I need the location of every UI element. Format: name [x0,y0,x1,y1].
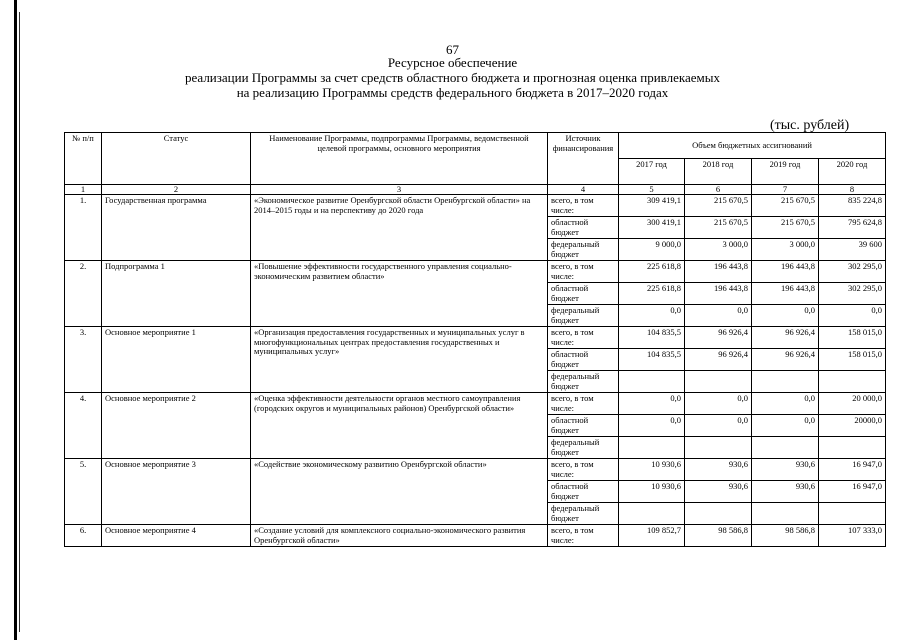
row-name: «Содействие экономическому развитию Оренбургской области» [251,459,548,525]
row-value: 196 443,8 [685,283,752,305]
column-number: 5 [619,185,685,195]
column-number: 2 [102,185,251,195]
row-value [619,371,685,393]
row-name: «Повышение эффективности государственного управления социально-экономическим развитием области» [251,261,548,327]
row-value: 0,0 [752,393,819,415]
row-value: 107 333,0 [819,525,886,547]
row-value: 300 419,1 [619,217,685,239]
units-label: (тыс. рублей) [770,118,850,133]
row-value [685,503,752,525]
row-value: 196 443,8 [752,261,819,283]
budget-table [64,132,886,547]
row-source: федеральный бюджет [548,239,619,261]
row-source: всего, в том числе: [548,393,619,415]
row-status: Подпрограмма 1 [102,261,251,327]
column-number: 8 [819,185,886,195]
row-status: Основное мероприятие 3 [102,459,251,525]
row-source: всего, в том числе: [548,261,619,283]
table-row [65,459,886,481]
header-year: 2020 год [819,159,886,185]
table-row [65,261,886,283]
title-line-2: реализации Программы за счет средств областного бюджета и прогнозная оценка привлекаемых [185,70,720,85]
row-value: 96 926,4 [752,327,819,349]
document-title [0,55,905,100]
row-source: всего, в том числе: [548,525,619,547]
row-value: 0,0 [619,415,685,437]
row-source: федеральный бюджет [548,503,619,525]
row-value: 96 926,4 [685,327,752,349]
row-value [819,437,886,459]
row-value: 10 930,6 [619,481,685,503]
row-source: всего, в том числе: [548,195,619,217]
row-source: федеральный бюджет [548,371,619,393]
row-value: 302 295,0 [819,261,886,283]
row-value [619,503,685,525]
column-number: 6 [685,185,752,195]
row-value: 96 926,4 [685,349,752,371]
row-number: 6. [65,525,102,547]
row-value: 20 000,0 [819,393,886,415]
header-source: Источник финансирования [548,133,619,185]
row-value: 104 835,5 [619,327,685,349]
row-source: областной бюджет [548,217,619,239]
row-value: 96 926,4 [752,349,819,371]
row-name: «Создание условий для комплексного социально-экономического развития Оренбургской области» [251,525,548,547]
row-value: 930,6 [685,459,752,481]
row-value [685,371,752,393]
column-number: 3 [251,185,548,195]
row-value: 930,6 [685,481,752,503]
row-number: 4. [65,393,102,459]
row-source: областной бюджет [548,349,619,371]
row-value: 10 930,6 [619,459,685,481]
row-value: 20000,0 [819,415,886,437]
row-value: 3 000,0 [752,239,819,261]
column-number: 4 [548,185,619,195]
row-source: всего, в том числе: [548,327,619,349]
row-value: 196 443,8 [685,261,752,283]
row-source: областной бюджет [548,481,619,503]
table-body [65,195,886,547]
row-value: 158 015,0 [819,349,886,371]
row-status: Основное мероприятие 1 [102,327,251,393]
row-value: 0,0 [752,415,819,437]
row-number: 5. [65,459,102,525]
row-value: 0,0 [819,305,886,327]
row-value: 215 670,5 [685,195,752,217]
row-value: 930,6 [752,459,819,481]
row-value: 835 224,8 [819,195,886,217]
header-name: Наименование Программы, подпрограммы Программы, ведомственной целевой программы, основного мероприятия [251,133,548,185]
column-number: 7 [752,185,819,195]
row-value [685,437,752,459]
table-row [65,327,886,349]
row-value: 3 000,0 [685,239,752,261]
row-value: 0,0 [685,393,752,415]
row-value: 225 618,8 [619,261,685,283]
row-value: 309 419,1 [619,195,685,217]
row-value: 215 670,5 [685,217,752,239]
title-line-1: Ресурсное обеспечение [387,55,518,70]
header-year: 2019 год [752,159,819,185]
row-value [752,437,819,459]
row-value: 16 947,0 [819,459,886,481]
table-row [65,525,886,547]
row-value [819,503,886,525]
row-value: 39 600 [819,239,886,261]
row-number: 1. [65,195,102,261]
row-value: 158 015,0 [819,327,886,349]
row-status: Основное мероприятие 2 [102,393,251,459]
row-source: всего, в том числе: [548,459,619,481]
row-value: 0,0 [685,415,752,437]
header-num: № п/п [65,133,102,185]
row-source: федеральный бюджет [548,305,619,327]
table-row [65,393,886,415]
row-value: 930,6 [752,481,819,503]
row-value: 0,0 [619,393,685,415]
row-value: 9 000,0 [619,239,685,261]
row-value [819,371,886,393]
left-margin-line [19,12,20,632]
row-value: 16 947,0 [819,481,886,503]
title-line-3: на реализацию Программы средств федерального бюджета в 2017–2020 годах [236,85,669,100]
row-value: 109 852,7 [619,525,685,547]
row-value [619,437,685,459]
row-number: 3. [65,327,102,393]
row-value: 98 586,8 [685,525,752,547]
column-number: 1 [65,185,102,195]
page-number: 67 [446,42,459,57]
row-status: Государственная программа [102,195,251,261]
row-value: 225 618,8 [619,283,685,305]
row-status: Основное мероприятие 4 [102,525,251,547]
row-name: «Оценка эффективности деятельности органов местного самоуправления (городских округов и муниципальных районов) Оренбургской области» [251,393,548,459]
row-value: 0,0 [619,305,685,327]
row-number: 2. [65,261,102,327]
row-source: федеральный бюджет [548,437,619,459]
row-value: 215 670,5 [752,195,819,217]
row-name: «Организация предоставления государственных и муниципальных услуг в многофункциональных центрах предоставления государственных и муниципальных услуг» [251,327,548,393]
row-name: «Экономическое развитие Оренбургской области Оренбургской области» на 2014–2015 годы и на перспективу до 2020 года [251,195,548,261]
header-status: Статус [102,133,251,185]
row-value [752,371,819,393]
row-value: 795 624,8 [819,217,886,239]
header-volume: Объем бюджетных ассигнований [619,133,886,159]
header-year: 2017 год [619,159,685,185]
row-value: 98 586,8 [752,525,819,547]
row-value: 0,0 [685,305,752,327]
row-value: 302 295,0 [819,283,886,305]
row-source: областной бюджет [548,415,619,437]
row-value: 0,0 [752,305,819,327]
header-year: 2018 год [685,159,752,185]
row-source: областной бюджет [548,283,619,305]
row-value: 215 670,5 [752,217,819,239]
row-value: 104 835,5 [619,349,685,371]
row-value: 196 443,8 [752,283,819,305]
row-value [752,503,819,525]
column-numbers-row [65,185,886,195]
table-row [65,195,886,217]
